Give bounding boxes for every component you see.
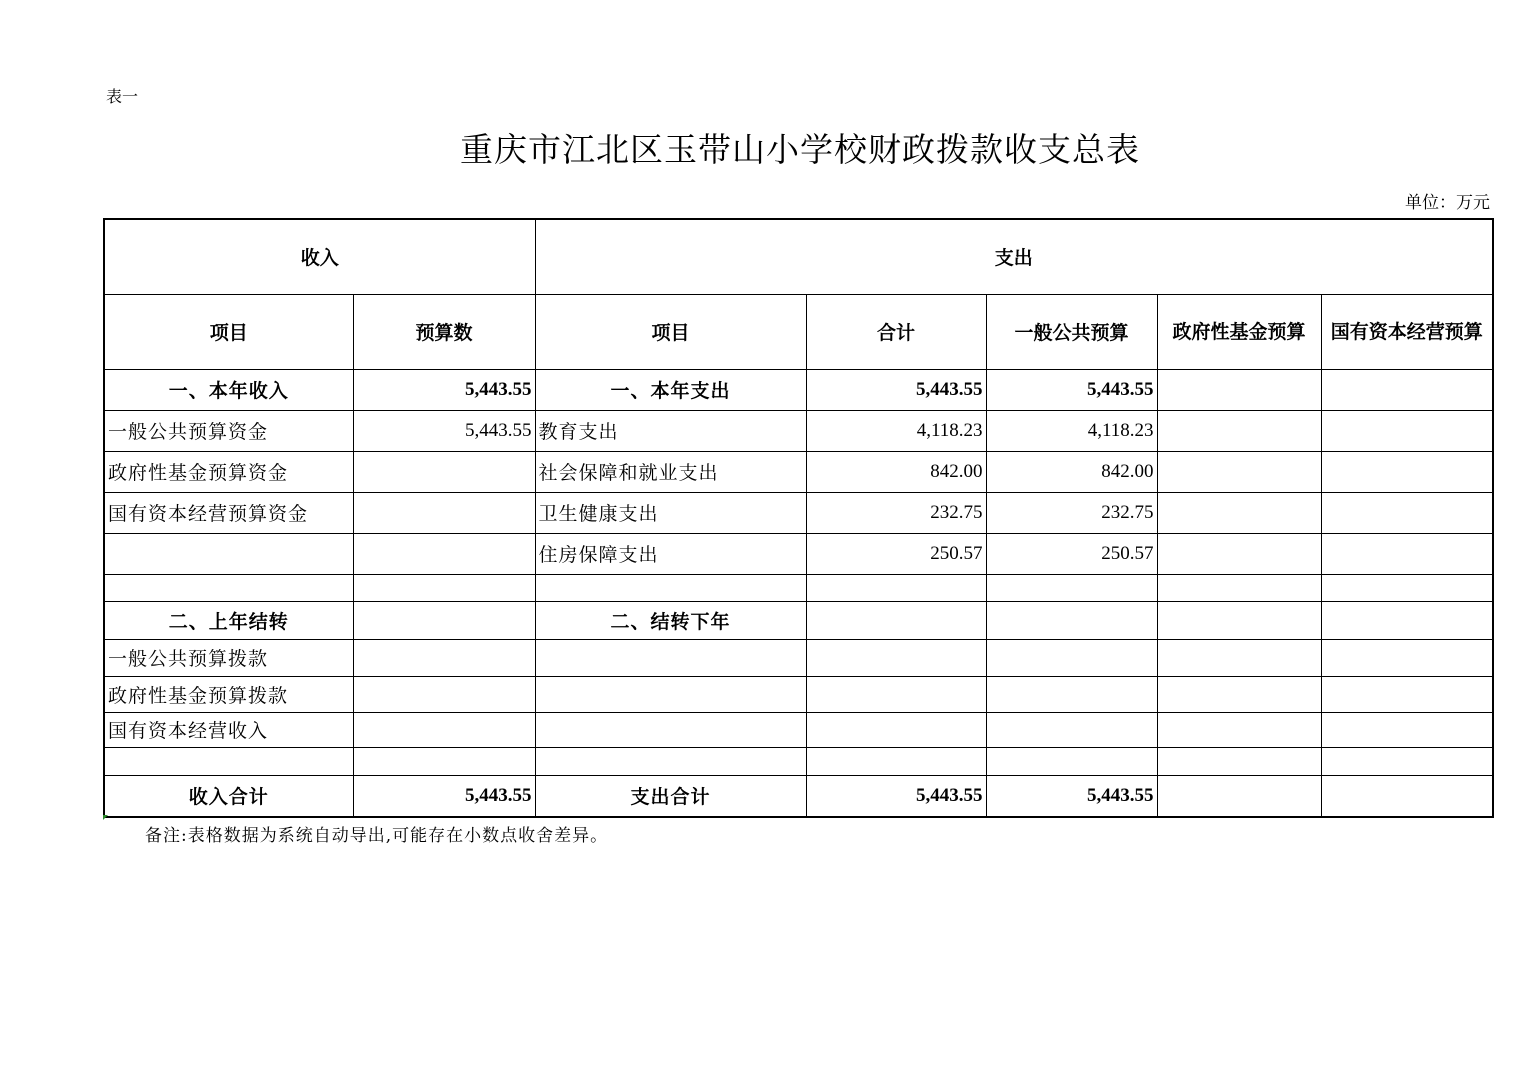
general-budget-cell: 4,118.23 xyxy=(986,410,1157,451)
income-item-cell: 国有资本经营收入 xyxy=(104,712,353,747)
general-budget-cell xyxy=(986,639,1157,676)
general-budget-cell: 5,443.55 xyxy=(986,775,1157,817)
total-cell xyxy=(806,712,986,747)
total-cell xyxy=(806,747,986,775)
total-cell: 842.00 xyxy=(806,451,986,492)
income-item-cell: 二、上年结转 xyxy=(104,601,353,639)
expense-item-cell: 卫生健康支出 xyxy=(535,492,806,533)
general-budget-cell: 5,443.55 xyxy=(986,369,1157,410)
income-amount-cell xyxy=(353,533,535,574)
general-budget-cell: 232.75 xyxy=(986,492,1157,533)
expense-item-cell: 支出合计 xyxy=(535,775,806,817)
income-amount-cell xyxy=(353,676,535,712)
table-row xyxy=(104,410,1493,451)
gov-fund-cell xyxy=(1157,410,1321,451)
unit-label: 单位：万元 xyxy=(1405,193,1490,213)
income-item-cell: 一般公共预算拨款 xyxy=(104,639,353,676)
total-cell xyxy=(806,676,986,712)
total-header: 合计 xyxy=(806,294,986,369)
general-budget-header: 一般公共预算 xyxy=(986,294,1157,369)
state-capital-cell xyxy=(1321,410,1493,451)
gov-fund-cell xyxy=(1157,639,1321,676)
income-amount-cell xyxy=(353,747,535,775)
state-capital-cell xyxy=(1321,451,1493,492)
expense-item-cell xyxy=(535,639,806,676)
table-row xyxy=(104,369,1493,410)
table-tag: 表一 xyxy=(106,87,139,106)
table-row xyxy=(104,712,1493,747)
gov-fund-cell xyxy=(1157,775,1321,817)
cell-comment-marker xyxy=(103,815,108,820)
table-row xyxy=(104,601,1493,639)
general-budget-cell xyxy=(986,601,1157,639)
income-item-header: 项目 xyxy=(104,294,353,369)
gov-fund-cell xyxy=(1157,747,1321,775)
state-capital-cell xyxy=(1321,747,1493,775)
income-item-cell: 政府性基金预算资金 xyxy=(104,451,353,492)
total-cell: 232.75 xyxy=(806,492,986,533)
expense-item-cell: 二、结转下年 xyxy=(535,601,806,639)
income-amount-cell xyxy=(353,492,535,533)
gov-fund-cell xyxy=(1157,533,1321,574)
state-capital-cell xyxy=(1321,639,1493,676)
total-cell: 250.57 xyxy=(806,533,986,574)
total-cell: 4,118.23 xyxy=(806,410,986,451)
finance-table xyxy=(103,218,1494,818)
income-item-cell: 一般公共预算资金 xyxy=(104,410,353,451)
gov-fund-cell xyxy=(1157,369,1321,410)
state-capital-cell xyxy=(1321,492,1493,533)
table-row xyxy=(104,451,1493,492)
expense-item-cell: 教育支出 xyxy=(535,410,806,451)
state-capital-cell xyxy=(1321,369,1493,410)
total-cell: 5,443.55 xyxy=(806,775,986,817)
income-amount-cell xyxy=(353,639,535,676)
gov-fund-cell xyxy=(1157,601,1321,639)
state-capital-cell xyxy=(1321,676,1493,712)
income-item-cell xyxy=(104,747,353,775)
state-capital-cell xyxy=(1321,533,1493,574)
income-amount-cell: 5,443.55 xyxy=(353,410,535,451)
expense-item-cell: 社会保障和就业支出 xyxy=(535,451,806,492)
expense-item-cell xyxy=(535,747,806,775)
general-budget-cell xyxy=(986,712,1157,747)
page-title: 重庆市江北区玉带山小学校财政拨款收支总表 xyxy=(460,130,1140,169)
income-amount-cell xyxy=(353,601,535,639)
income-item-cell xyxy=(104,533,353,574)
expense-item-cell xyxy=(535,574,806,601)
gov-fund-cell xyxy=(1157,676,1321,712)
gov-fund-header: 政府性基金预算 xyxy=(1157,294,1321,369)
table-row xyxy=(104,775,1493,817)
expense-item-cell xyxy=(535,676,806,712)
table-row xyxy=(104,639,1493,676)
gov-fund-cell xyxy=(1157,492,1321,533)
state-capital-cell xyxy=(1321,574,1493,601)
state-capital-cell xyxy=(1321,712,1493,747)
general-budget-cell xyxy=(986,574,1157,601)
table-row xyxy=(104,533,1493,574)
table-row xyxy=(104,574,1493,601)
expense-item-cell: 住房保障支出 xyxy=(535,533,806,574)
total-cell xyxy=(806,639,986,676)
income-item-cell xyxy=(104,574,353,601)
table-row xyxy=(104,492,1493,533)
footnote: 备注:表格数据为系统自动导出,可能存在小数点收舍差异。 xyxy=(145,826,609,846)
income-amount-cell xyxy=(353,574,535,601)
expense-item-header: 项目 xyxy=(535,294,806,369)
income-amount-cell xyxy=(353,451,535,492)
income-amount-cell xyxy=(353,712,535,747)
income-item-cell: 一、本年收入 xyxy=(104,369,353,410)
table-row xyxy=(104,676,1493,712)
income-amount-cell: 5,443.55 xyxy=(353,369,535,410)
expense-item-cell: 一、本年支出 xyxy=(535,369,806,410)
income-header: 收入 xyxy=(104,219,535,294)
header-row-2 xyxy=(104,294,1493,369)
gov-fund-cell xyxy=(1157,451,1321,492)
gov-fund-cell xyxy=(1157,574,1321,601)
state-capital-cell xyxy=(1321,775,1493,817)
total-cell xyxy=(806,601,986,639)
income-item-cell: 政府性基金预算拨款 xyxy=(104,676,353,712)
general-budget-cell xyxy=(986,676,1157,712)
income-item-cell: 收入合计 xyxy=(104,775,353,817)
expense-item-cell xyxy=(535,712,806,747)
budget-amount-header: 预算数 xyxy=(353,294,535,369)
general-budget-cell: 250.57 xyxy=(986,533,1157,574)
expense-header: 支出 xyxy=(535,219,1493,294)
header-row-1 xyxy=(104,219,1493,294)
gov-fund-cell xyxy=(1157,712,1321,747)
general-budget-cell: 842.00 xyxy=(986,451,1157,492)
total-cell: 5,443.55 xyxy=(806,369,986,410)
table-row xyxy=(104,747,1493,775)
state-capital-cell xyxy=(1321,601,1493,639)
income-item-cell: 国有资本经营预算资金 xyxy=(104,492,353,533)
general-budget-cell xyxy=(986,747,1157,775)
state-capital-header: 国有资本经营预算 xyxy=(1321,294,1493,369)
income-amount-cell: 5,443.55 xyxy=(353,775,535,817)
total-cell xyxy=(806,574,986,601)
